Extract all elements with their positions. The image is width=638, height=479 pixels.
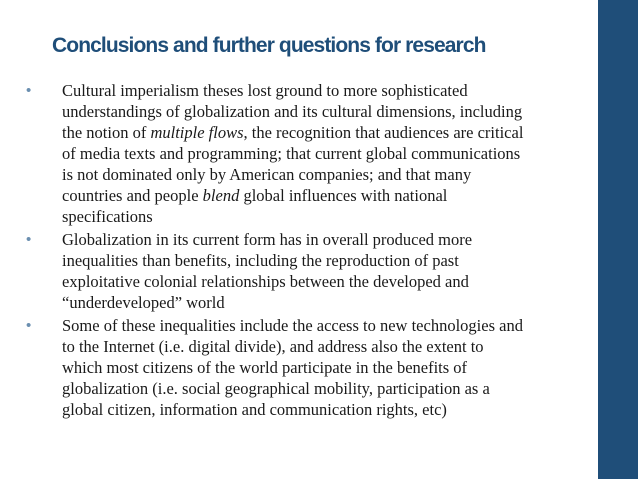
bullet-line — [62, 206, 594, 227]
emphasized-text: multiple flows — [150, 123, 244, 142]
bullet-text: of media texts and programming; that current global communications — [62, 144, 521, 163]
bullet-text: Some of these inequalities include the access to new technologies and — [62, 316, 523, 335]
bullet-text: countries and people — [62, 186, 203, 205]
bullet-dot-icon: • — [26, 231, 32, 248]
bullet-text: exploitative colonial relationships between the developed and — [62, 272, 469, 291]
bullet-text: specifications — [62, 207, 153, 226]
bullet-line — [62, 357, 594, 378]
bullet-line — [62, 271, 594, 292]
bullet-line — [62, 250, 594, 271]
slide-title: Conclusions and further questions for research — [52, 34, 486, 57]
bullet-text: global influences with national — [239, 186, 448, 205]
bullet-text: the notion of — [62, 123, 151, 142]
bullet-text: global citizen, information and communication rights, etc) — [62, 400, 447, 419]
bullet-line — [62, 378, 594, 399]
bullet-item — [26, 315, 594, 420]
bullet-text: “underdeveloped” world — [62, 293, 225, 312]
bullet-text: understandings of globalization and its cultural dimensions, including — [62, 102, 523, 121]
bullet-line — [62, 315, 594, 336]
emphasized-text: blend — [202, 186, 240, 205]
bullet-text: globalization (i.e. social geographical mobility, participation as a — [62, 379, 490, 398]
bullet-line — [62, 143, 594, 164]
bullet-dot-icon: • — [26, 317, 32, 334]
bullet-list — [26, 80, 594, 422]
bullet-line — [62, 164, 594, 185]
bullet-text: which most citizens of the world participate in the benefits of — [62, 358, 468, 377]
bullet-text: is not dominated only by American companies; and that many — [62, 165, 472, 184]
bullet-line — [62, 185, 594, 206]
bullet-text: Cultural imperialism theses lost ground to more sophisticated — [62, 81, 468, 100]
bullet-line — [62, 101, 594, 122]
bullet-line — [62, 292, 594, 313]
bullet-item — [26, 229, 594, 313]
bullet-line — [62, 80, 594, 101]
accent-side-bar — [598, 0, 638, 479]
bullet-dot-icon: • — [26, 82, 32, 99]
bullet-text: inequalities than benefits, including the reproduction of past — [62, 251, 459, 270]
bullet-line — [62, 229, 594, 250]
bullet-text: , the recognition that audiences are critical — [243, 123, 524, 142]
bullet-line — [62, 336, 594, 357]
bullet-line — [62, 399, 594, 420]
bullet-text: Globalization in its current form has in overall produced more — [62, 230, 473, 249]
bullet-item — [26, 80, 594, 227]
bullet-text: to the Internet (i.e. digital divide), and address also the extent to — [62, 337, 484, 356]
bullet-line — [62, 122, 594, 143]
